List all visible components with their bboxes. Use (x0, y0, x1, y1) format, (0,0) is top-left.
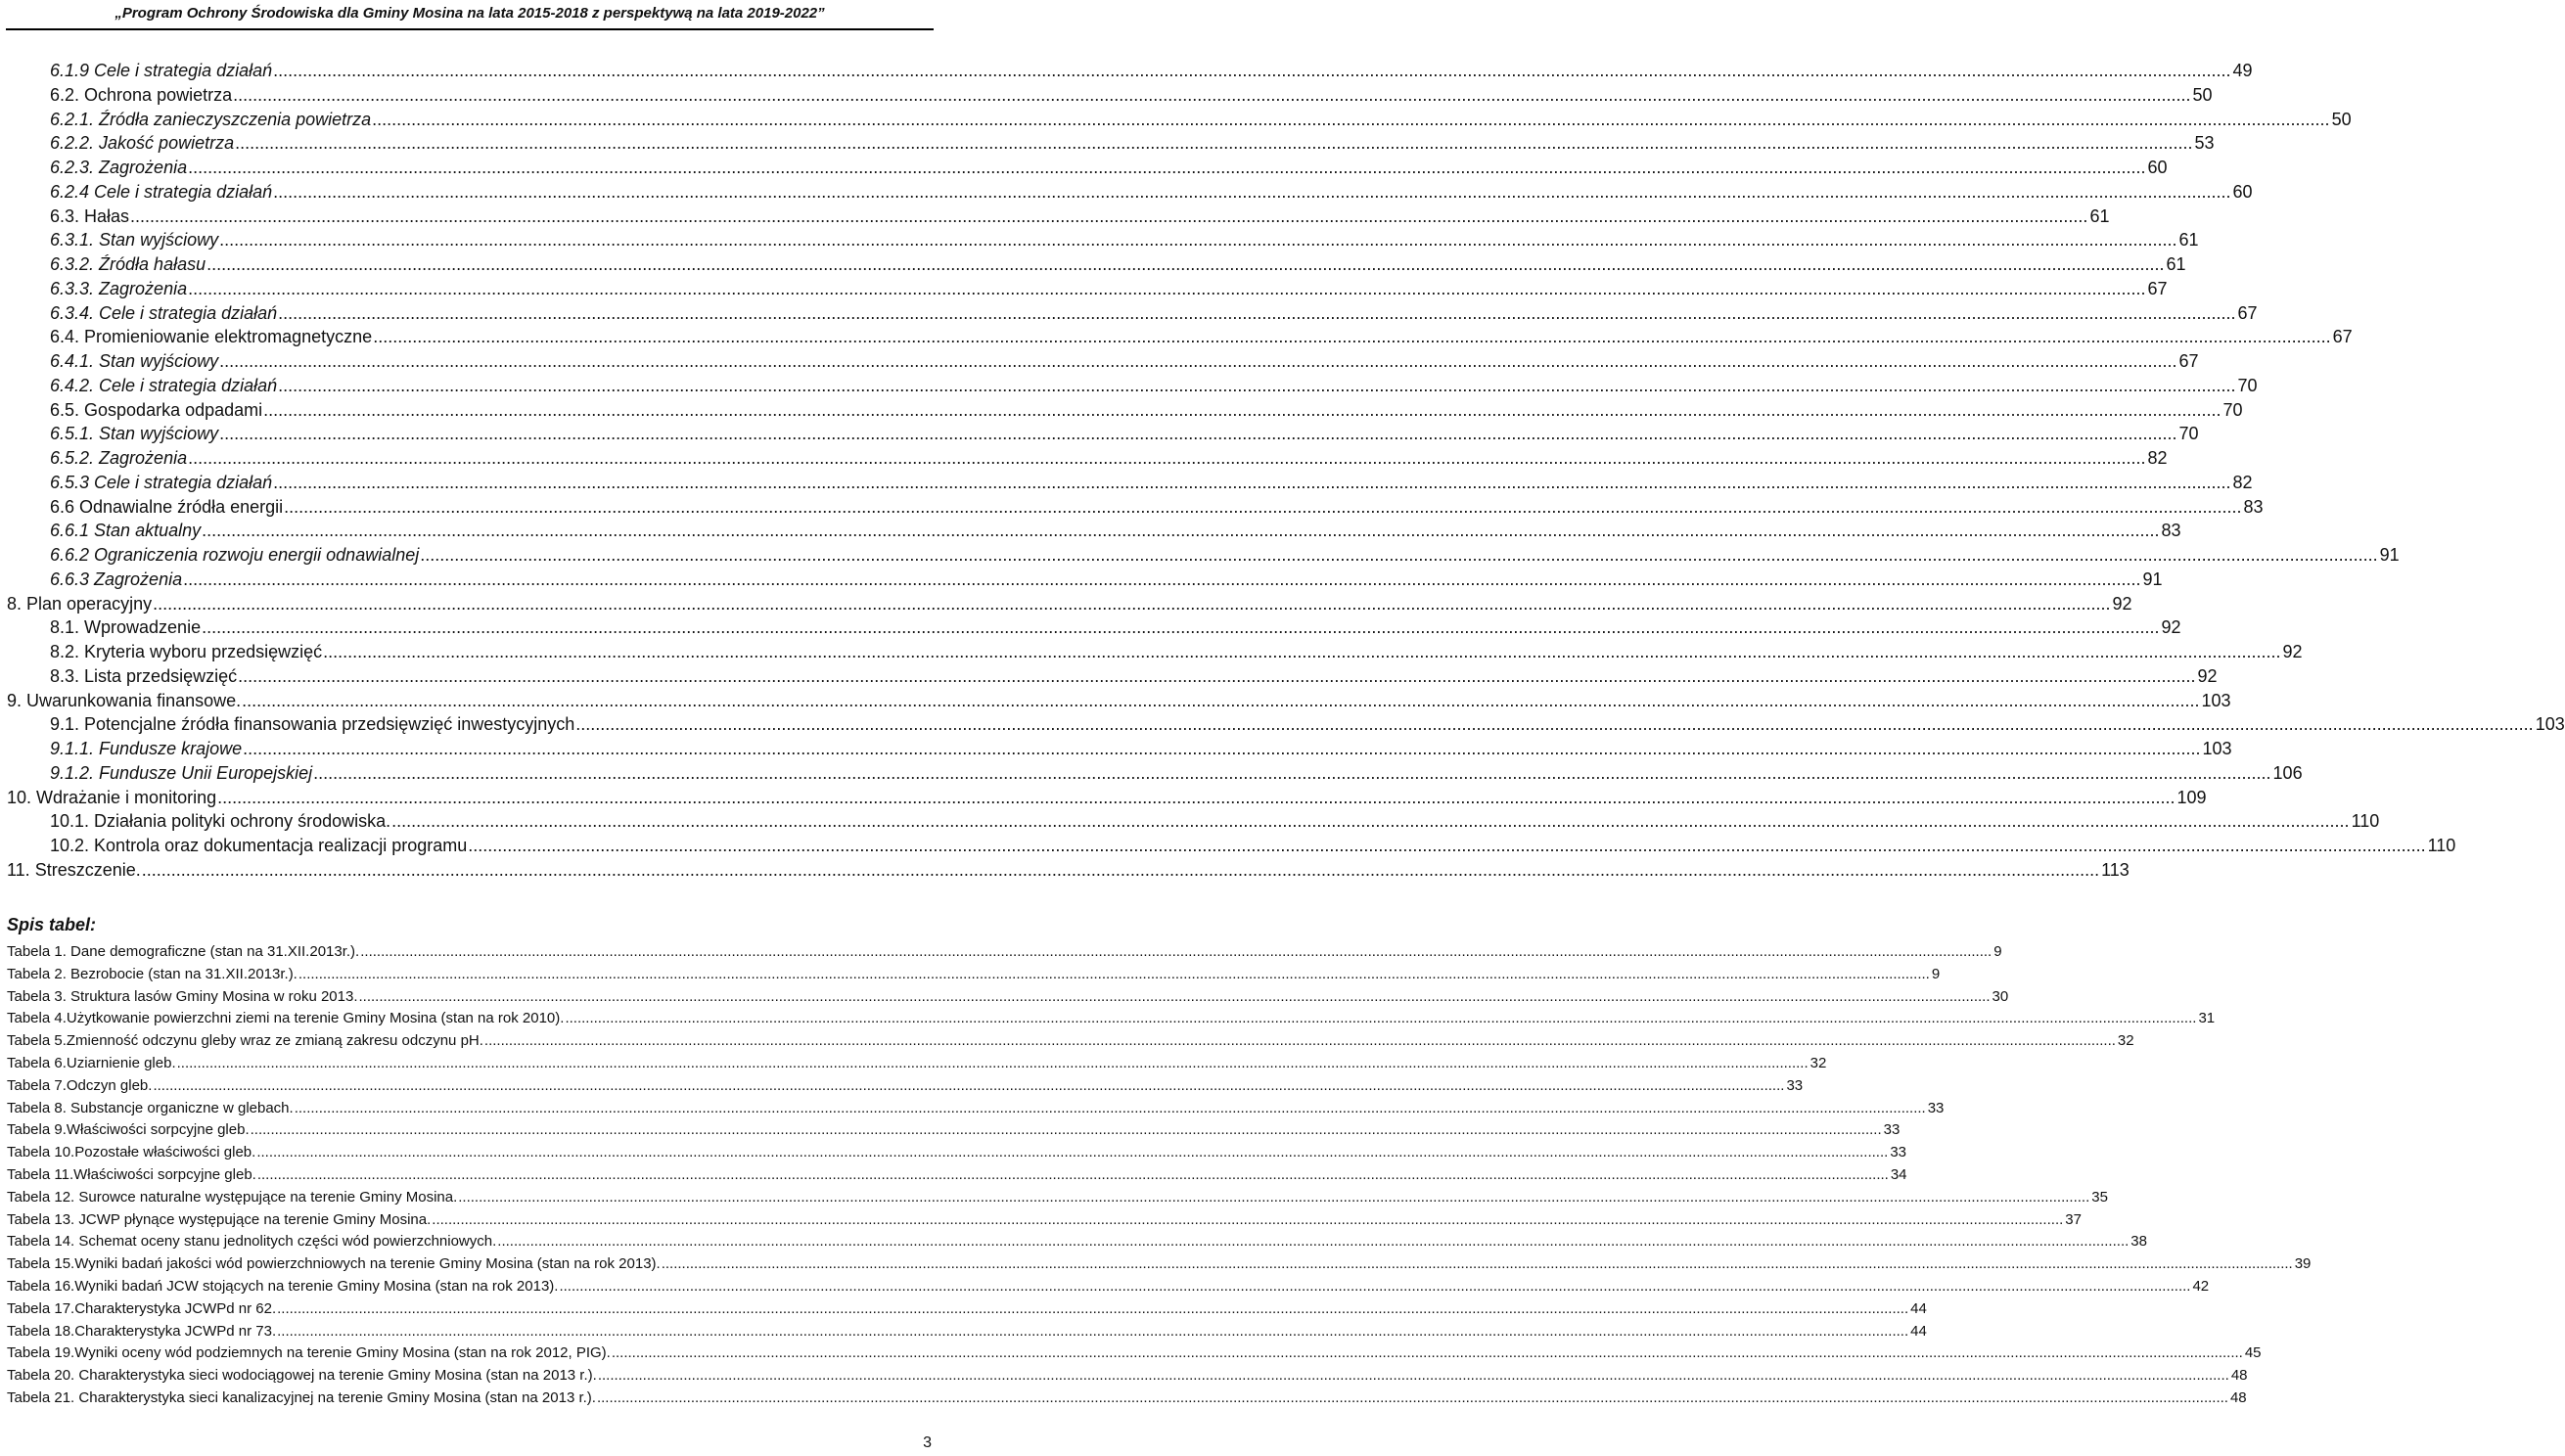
table-entry-title: Tabela 20. Charakterystyka sieci wodociągowej na terenie Gminy Mosina (stan na 2013 r.). (7, 1367, 597, 1385)
toc-entry-page: 70 (2222, 399, 2243, 420)
dot-leader: ................................................................................................................................................................................................................................................................................................................................................................................................................ (217, 787, 2176, 807)
toc-entry-page: 53 (2194, 133, 2215, 154)
table-list-entry[interactable] (0, 1365, 2248, 1388)
dot-leader: ................................................................................................................................................................................................................................................................................................................................................................................................................ (273, 472, 2231, 492)
toc-entry-page: 103 (2202, 739, 2232, 758)
toc-entry-page: 92 (2112, 593, 2132, 614)
toc-entry[interactable] (0, 301, 2258, 326)
toc-entry[interactable] (0, 786, 2207, 810)
table-entry-title: Tabela 6.Uziarnienie gleb. (7, 1054, 176, 1071)
toc-entry-title: 6.5.3 Cele i strategia działań (50, 472, 273, 492)
toc-entry-title: 11. Streszczenie. (7, 859, 141, 880)
toc-entry[interactable] (0, 858, 2130, 883)
dot-leader: ................................................................................................................................................................................................................................................................................................................................................................................................................ (497, 1233, 2130, 1251)
toc-entry[interactable] (0, 737, 2232, 761)
table-list-entry[interactable] (0, 1075, 1804, 1098)
toc-entry-page: 110 (2351, 811, 2380, 832)
toc-entry-title: 10.1. Działania polityki ochrony środowiska. (50, 811, 391, 832)
toc-entry-page: 103 (2201, 690, 2231, 710)
table-entry-title: Tabela 7.Odczyn gleb. (7, 1076, 153, 1094)
table-entry-title: Tabela 17.Charakterystyka JCWPd nr 62. (7, 1299, 277, 1317)
table-list-entry[interactable] (0, 1187, 2108, 1209)
table-list-entry[interactable] (0, 1008, 2216, 1030)
toc-entry-page: 92 (2161, 617, 2181, 638)
dot-leader: ................................................................................................................................................................................................................................................................................................................................................................................................................ (611, 1344, 2243, 1362)
table-entry-title: Tabela 8. Substancje organiczne w glebach. (7, 1099, 294, 1116)
table-list-entry[interactable] (0, 1142, 1906, 1164)
table-list-entry[interactable] (0, 1298, 1927, 1321)
toc-entry[interactable] (0, 83, 2213, 108)
toc-entry[interactable] (0, 422, 2199, 446)
tables-heading: Spis tabel: (7, 915, 97, 934)
toc-entry-title: 9.1. Potencjalne źródła finansowania przedsięwzięć inwestycyjnych (50, 714, 575, 735)
table-entry-title: Tabela 15.Wyniki badań jakości wód powierzchniowych na terenie Gminy Mosina (stan na rok 2013). (7, 1255, 661, 1273)
toc-entry[interactable] (0, 471, 2253, 495)
toc-entry-title: 6.3.1. Stan wyjściowy (50, 230, 219, 250)
toc-entry-page: 106 (2272, 762, 2303, 783)
toc-entry[interactable] (0, 640, 2303, 664)
toc-entry-title: 9.1.2. Fundusze Unii Europejskiej (50, 762, 313, 783)
toc-entry-title: 6.2.1. Źródła zanieczyszczenia powietrza (50, 109, 372, 129)
toc-entry-page: 61 (2178, 230, 2199, 250)
dot-leader: ................................................................................................................................................................................................................................................................................................................................................................................................................ (238, 665, 2196, 686)
toc-entry[interactable] (0, 446, 2168, 471)
toc-entry-title: 10. Wdrażanie i monitoring (7, 787, 217, 807)
table-entry-title: Tabela 21. Charakterystyka sieci kanalizacyjnej na terenie Gminy Mosina (stan na 2013 r.). (7, 1388, 596, 1406)
dot-leader: ................................................................................................................................................................................................................................................................................................................................................................................................................ (559, 1277, 2191, 1295)
table-entry-page: 39 (2294, 1255, 2312, 1273)
toc-entry[interactable] (0, 568, 2163, 592)
toc-entry-page: 60 (2232, 181, 2253, 202)
dot-leader: ................................................................................................................................................................................................................................................................................................................................................................................................................ (323, 642, 2281, 661)
toc-entry[interactable] (0, 592, 2132, 616)
dot-leader: ................................................................................................................................................................................................................................................................................................................................................................................................................ (256, 1144, 1889, 1161)
dot-leader: ................................................................................................................................................................................................................................................................................................................................................................................................................ (153, 1076, 1785, 1094)
toc-entry[interactable] (0, 252, 2186, 277)
table-entry-page: 48 (2230, 1367, 2248, 1385)
toc-entry-page: 67 (2332, 327, 2353, 347)
toc-entry-page: 67 (2147, 278, 2168, 298)
toc-entry-title: 9.1.1. Fundusze krajowe (50, 739, 243, 758)
dot-leader: ................................................................................................................................................................................................................................................................................................................................................................................................................ (256, 1165, 1889, 1183)
toc-entry-title: 8.1. Wprowadzenie (50, 617, 202, 638)
dot-leader: ................................................................................................................................................................................................................................................................................................................................................................................................................ (597, 1367, 2229, 1385)
table-entry-title: Tabela 2. Bezrobocie (stan na 31.XII.2013r.). (7, 965, 298, 982)
table-entry-page: 38 (2130, 1233, 2147, 1251)
table-entry-page: 33 (1883, 1121, 1901, 1139)
dot-leader: ................................................................................................................................................................................................................................................................................................................................................................................................................ (130, 205, 2088, 226)
toc-entry-title: 6.6.1 Stan aktualny (50, 521, 202, 541)
table-list-entry[interactable] (0, 964, 1941, 986)
table-list-entry[interactable] (0, 1342, 2262, 1365)
dot-leader: ................................................................................................................................................................................................................................................................................................................................................................................................................ (313, 762, 2271, 783)
toc-entry-page: 61 (2166, 254, 2186, 274)
toc-entry[interactable] (0, 519, 2181, 543)
table-entry-page: 42 (2192, 1277, 2210, 1295)
toc-entry-title: 6.5.2. Zagrożenia (50, 448, 188, 468)
dot-leader: ................................................................................................................................................................................................................................................................................................................................................................................................................ (183, 569, 2141, 589)
toc-entry-title: 6.3.4. Cele i strategia działań (50, 302, 278, 323)
toc-entry[interactable] (0, 689, 2231, 713)
table-entry-page: 44 (1910, 1322, 1927, 1340)
toc-entry-page: 91 (2379, 545, 2400, 565)
dot-leader: ................................................................................................................................................................................................................................................................................................................................................................................................................ (360, 943, 1992, 960)
table-entry-title: Tabela 3. Struktura lasów Gminy Mosina w roku 2013. (7, 987, 358, 1005)
table-entry-page: 30 (1992, 987, 2009, 1005)
table-entry-title: Tabela 12. Surowce naturalne występujące na terenie Gminy Mosina. (7, 1188, 458, 1206)
dot-leader: ................................................................................................................................................................................................................................................................................................................................................................................................................ (278, 375, 2236, 395)
toc-entry-title: 6.3.3. Zagrożenia (50, 278, 188, 298)
toc-entry[interactable] (0, 180, 2253, 205)
dot-leader: ................................................................................................................................................................................................................................................................................................................................................................................................................ (661, 1255, 2293, 1273)
dot-leader: ................................................................................................................................................................................................................................................................................................................................................................................................................ (596, 1388, 2228, 1406)
dot-leader: ................................................................................................................................................................................................................................................................................................................................................................................................................ (219, 424, 2177, 444)
toc-entry[interactable] (0, 156, 2168, 180)
toc-entry-page: 83 (2161, 521, 2181, 541)
toc-entry-page: 50 (2331, 109, 2352, 129)
table-list-entry[interactable] (0, 1030, 2134, 1053)
page-number: 3 (923, 1434, 932, 1451)
table-entry-page: 33 (1890, 1144, 1906, 1161)
table-list-entry[interactable] (0, 1164, 1907, 1187)
dot-leader: ................................................................................................................................................................................................................................................................................................................................................................................................................ (273, 181, 2231, 202)
dot-leader: ................................................................................................................................................................................................................................................................................................................................................................................................................ (243, 739, 2201, 758)
table-entry-title: Tabela 10.Pozostałe właściwości gleb. (7, 1144, 256, 1161)
document-header: „Program Ochrony Środowiska dla Gminy Mosina na lata 2015-2018 z perspektywą na lata 2019-2022” (115, 5, 825, 22)
dot-leader: ................................................................................................................................................................................................................................................................................................................................................................................................................ (391, 811, 2350, 832)
dot-leader: ................................................................................................................................................................................................................................................................................................................................................................................................................ (235, 133, 2193, 154)
toc-entry-page: 67 (2178, 351, 2199, 371)
table-list-entry[interactable] (0, 1231, 2147, 1253)
table-list-entry[interactable] (0, 1209, 2082, 1232)
table-entry-title: Tabela 9.Właściwości sorpcyjne gleb. (7, 1121, 250, 1139)
dot-leader: ................................................................................................................................................................................................................................................................................................................................................................................................................ (188, 448, 2146, 468)
dot-leader: ................................................................................................................................................................................................................................................................................................................................................................................................................ (219, 351, 2177, 371)
header-rule (6, 28, 934, 30)
toc-entry-title: 6.6 Odnawialne źródła energii (50, 496, 284, 517)
toc-entry[interactable] (0, 277, 2168, 301)
toc-entry[interactable] (0, 349, 2199, 374)
toc-entry-page: 50 (2192, 84, 2213, 105)
toc-entry[interactable] (0, 131, 2215, 156)
dot-leader: ................................................................................................................................................................................................................................................................................................................................................................................................................ (468, 836, 2426, 855)
dot-leader: ................................................................................................................................................................................................................................................................................................................................................................................................................ (188, 278, 2146, 298)
toc-entry[interactable] (0, 495, 2264, 520)
dot-leader: ................................................................................................................................................................................................................................................................................................................................................................................................................ (188, 158, 2146, 177)
toc-entry-title: 6.4. Promieniowanie elektromagnetyczne (50, 327, 373, 347)
toc-entry-title: 6.2.2. Jakość powietrza (50, 133, 235, 154)
toc-entry-title: 6.3.2. Źródła hałasu (50, 254, 206, 274)
dot-leader: ................................................................................................................................................................................................................................................................................................................................................................................................................ (358, 987, 1991, 1005)
toc-entry-title: 6.2.3. Zagrożenia (50, 158, 188, 177)
toc-entry-page: 61 (2089, 205, 2110, 226)
toc-entry-title: 6.6.2 Ograniczenia rozwoju energii odnawialnej (50, 545, 420, 565)
dot-leader: ................................................................................................................................................................................................................................................................................................................................................................................................................ (250, 1121, 1882, 1139)
table-entry-page: 33 (1927, 1099, 1945, 1116)
toc-entry-page: 82 (2147, 448, 2168, 468)
table-list-entry[interactable] (0, 941, 2002, 964)
dot-leader: ................................................................................................................................................................................................................................................................................................................................................................................................................ (141, 859, 2100, 880)
table-entry-title: Tabela 1. Dane demograficzne (stan na 31.XII.2013r.). (7, 943, 360, 960)
toc-entry-page: 70 (2178, 424, 2199, 444)
dot-leader: ................................................................................................................................................................................................................................................................................................................................................................................................................ (372, 109, 2330, 129)
toc-entry[interactable] (0, 615, 2181, 640)
dot-leader: ................................................................................................................................................................................................................................................................................................................................................................................................................ (219, 230, 2177, 250)
table-list-entry[interactable] (0, 1321, 1927, 1343)
toc-entry-page: 60 (2147, 158, 2168, 177)
toc-entry-title: 6.5.1. Stan wyjściowy (50, 424, 219, 444)
dot-leader: ................................................................................................................................................................................................................................................................................................................................................................................................................ (242, 690, 2200, 710)
toc-entry[interactable] (0, 664, 2218, 689)
toc-entry-page: 103 (2535, 714, 2565, 735)
toc-entry-page: 91 (2142, 569, 2163, 589)
toc-entry-title: 6.2.4 Cele i strategia działań (50, 181, 273, 202)
table-entry-page: 45 (2244, 1344, 2262, 1362)
dot-leader: ................................................................................................................................................................................................................................................................................................................................................................................................................ (483, 1032, 2116, 1050)
toc-entry-title: 6.4.1. Stan wyjściowy (50, 351, 219, 371)
table-entry-title: Tabela 4.Użytkowanie powierzchni ziemi na terenie Gminy Mosina (stan na rok 2010). (7, 1010, 565, 1027)
toc-entry-page: 92 (2282, 642, 2303, 661)
table-entry-page: 33 (1786, 1076, 1804, 1094)
dot-leader: ................................................................................................................................................................................................................................................................................................................................................................................................................ (294, 1099, 1926, 1116)
toc-entry-page: 49 (2232, 61, 2253, 80)
dot-leader: ................................................................................................................................................................................................................................................................................................................................................................................................................ (575, 714, 2534, 735)
toc-entry[interactable] (0, 809, 2380, 834)
table-entry-title: Tabela 18.Charakterystyka JCWPd nr 73. (7, 1322, 277, 1340)
toc-entry-title: 8. Plan operacyjny (7, 593, 153, 614)
table-entry-page: 9 (1993, 943, 2002, 960)
table-entry-page: 48 (2229, 1388, 2247, 1406)
toc-entry-page: 92 (2197, 665, 2218, 686)
toc-entry[interactable] (0, 761, 2303, 786)
dot-leader: ................................................................................................................................................................................................................................................................................................................................................................................................................ (202, 617, 2160, 638)
toc-entry-title: 6.5. Gospodarka odpadami (50, 399, 263, 420)
table-entry-page: 31 (2198, 1010, 2216, 1027)
dot-leader: ................................................................................................................................................................................................................................................................................................................................................................................................................ (298, 965, 1930, 982)
table-entry-title: Tabela 19.Wyniki oceny wód podziemnych na terenie Gminy Mosina (stan na rok 2012, PIG). (7, 1344, 611, 1362)
table-entry-title: Tabela 16.Wyniki badań JCW stojących na terenie Gminy Mosina (stan na rok 2013). (7, 1277, 559, 1295)
dot-leader: ................................................................................................................................................................................................................................................................................................................................................................................................................ (458, 1188, 2090, 1206)
table-of-contents (0, 59, 2565, 883)
table-entry-title: Tabela 13. JCWP płynące występujące na terenie Gminy Mosina. (7, 1210, 432, 1228)
toc-entry[interactable] (0, 543, 2400, 568)
toc-entry[interactable] (0, 398, 2243, 423)
toc-entry-title: 6.1.9 Cele i strategia działań (50, 61, 273, 80)
dot-leader: ................................................................................................................................................................................................................................................................................................................................................................................................................ (273, 61, 2231, 80)
dot-leader: ................................................................................................................................................................................................................................................................................................................................................................................................................ (153, 593, 2111, 614)
toc-entry-page: 67 (2237, 302, 2258, 323)
table-entry-title: Tabela 5.Zmienność odczynu gleby wraz ze zmianą zakresu odczynu pH. (7, 1032, 483, 1050)
table-entry-page: 9 (1931, 965, 1941, 982)
toc-entry-page: 110 (2427, 836, 2456, 855)
table-list-entry[interactable] (0, 1053, 1827, 1075)
dot-leader: ................................................................................................................................................................................................................................................................................................................................................................................................................ (263, 399, 2221, 420)
table-list-entry[interactable] (0, 1253, 2312, 1276)
toc-entry-title: 8.3. Lista przedsięwzięć (50, 665, 238, 686)
table-entry-page: 44 (1910, 1299, 1927, 1317)
table-list-entry[interactable] (0, 1388, 2247, 1410)
toc-entry-page: 83 (2243, 496, 2264, 517)
toc-entry[interactable] (0, 228, 2199, 252)
table-list-entry[interactable] (0, 1098, 1945, 1120)
dot-leader: ................................................................................................................................................................................................................................................................................................................................................................................................................ (278, 302, 2236, 323)
table-entry-page: 32 (1809, 1054, 1827, 1071)
table-list-entry[interactable] (0, 1276, 2210, 1298)
table-entry-page: 32 (2117, 1032, 2134, 1050)
toc-entry-title: 6.3. Hałas (50, 205, 130, 226)
toc-entry-page: 82 (2232, 472, 2253, 492)
toc-entry-title: 6.2. Ochrona powietrza (50, 84, 233, 105)
table-entry-page: 35 (2091, 1188, 2108, 1206)
dot-leader: ................................................................................................................................................................................................................................................................................................................................................................................................................ (565, 1010, 2197, 1027)
toc-entry-page: 113 (2101, 859, 2130, 880)
dot-leader: ................................................................................................................................................................................................................................................................................................................................................................................................................ (202, 521, 2160, 541)
toc-entry[interactable] (0, 108, 2352, 132)
dot-leader: ................................................................................................................................................................................................................................................................................................................................................................................................................ (277, 1322, 1909, 1340)
dot-leader: ................................................................................................................................................................................................................................................................................................................................................................................................................ (284, 496, 2242, 517)
toc-entry-page: 70 (2237, 375, 2258, 395)
toc-entry-title: 6.6.3 Zagrożenia (50, 569, 183, 589)
table-list-entry[interactable] (0, 986, 2009, 1009)
toc-entry-title: 10.2. Kontrola oraz dokumentacja realizacji programu (50, 836, 468, 855)
table-entry-page: 34 (1890, 1165, 1907, 1183)
dot-leader: ................................................................................................................................................................................................................................................................................................................................................................................................................ (420, 545, 2378, 565)
toc-entry[interactable] (0, 325, 2353, 349)
list-of-tables (0, 941, 2312, 1410)
dot-leader: ................................................................................................................................................................................................................................................................................................................................................................................................................ (277, 1299, 1909, 1317)
dot-leader: ................................................................................................................................................................................................................................................................................................................................................................................................................ (373, 327, 2331, 347)
dot-leader: ................................................................................................................................................................................................................................................................................................................................................................................................................ (233, 84, 2191, 105)
dot-leader: ................................................................................................................................................................................................................................................................................................................................................................................................................ (432, 1210, 2064, 1228)
toc-entry[interactable] (0, 59, 2253, 83)
table-list-entry[interactable] (0, 1119, 1901, 1142)
dot-leader: ................................................................................................................................................................................................................................................................................................................................................................................................................ (206, 254, 2165, 274)
table-entry-page: 37 (2065, 1210, 2082, 1228)
toc-entry[interactable] (0, 712, 2565, 737)
toc-entry-page: 109 (2176, 787, 2207, 807)
toc-entry[interactable] (0, 374, 2258, 398)
toc-entry-title: 8.2. Kryteria wyboru przedsięwzięć (50, 642, 323, 661)
toc-entry[interactable] (0, 205, 2110, 229)
toc-entry-title: 6.4.2. Cele i strategia działań (50, 375, 278, 395)
toc-entry-title: 9. Uwarunkowania finansowe. (7, 690, 242, 710)
dot-leader: ................................................................................................................................................................................................................................................................................................................................................................................................................ (176, 1054, 1809, 1071)
table-entry-title: Tabela 11.Właściwości sorpcyjne gleb. (7, 1165, 256, 1183)
table-entry-title: Tabela 14. Schemat oceny stanu jednolitych części wód powierzchniowych. (7, 1233, 497, 1251)
toc-entry[interactable] (0, 834, 2456, 858)
